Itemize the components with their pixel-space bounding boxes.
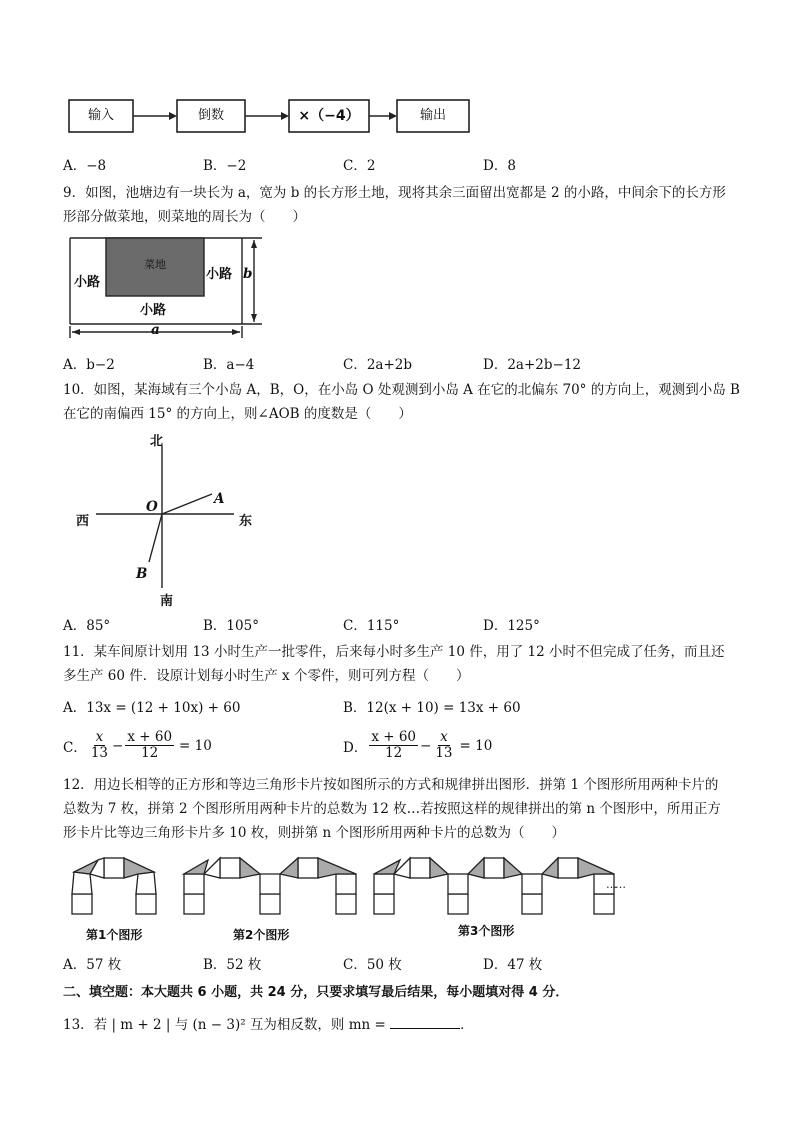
- q12-figure-3: [370, 852, 620, 918]
- q11-option-c-fraction2: [125, 730, 174, 761]
- q11-c-op: −: [112, 737, 124, 754]
- q8-option-b: B．−2: [203, 158, 247, 174]
- q10-option-d: D．125°: [483, 618, 540, 634]
- q12-option-d: D．47 枚: [483, 957, 543, 973]
- q12-text-line3: 形卡片比等边三角形卡片多 10 枚，则拼第 n 个图形所用两种卡片的总数为（ ）: [63, 825, 566, 841]
- q12-figure-label-3: 第3个图形: [458, 924, 515, 938]
- q13-answer-blank[interactable]: [390, 1016, 460, 1029]
- q11-option-d: [343, 730, 492, 761]
- q11-d-f1-den: 12: [385, 745, 403, 761]
- q10-compass-figure: [66, 428, 266, 608]
- q11-c-rhs: = 10: [179, 737, 212, 754]
- q12-figure-label-1: 第1个图形: [86, 928, 143, 942]
- q10-label-west: 西: [76, 514, 90, 529]
- q10-label-south: 南: [160, 594, 174, 609]
- q9-label-b: b: [243, 266, 253, 282]
- q9-text-line1: 9．如图，池塘边有一块长为 a，宽为 b 的长方形土地，现将其余三面留出宽都是 2 的小路，中间余下的长方形: [63, 185, 726, 201]
- section-2-heading: 二、填空题：本大题共 6 小题，共 24 分，只要求填写最后结果，每小题填对得 4 分．: [63, 985, 569, 1000]
- q11-option-d-fraction2: [433, 730, 454, 761]
- q9-label-road-bottom: 小路: [140, 303, 167, 318]
- q10-option-a: A．85°: [63, 618, 111, 634]
- q9-option-d: D．2a+2b−12: [483, 357, 581, 373]
- q11-d-f2-den: 13: [435, 745, 453, 761]
- q11-option-d-fraction1: [369, 730, 418, 761]
- q11-option-c: [63, 730, 212, 761]
- q12-text-line1: 12．用边长相等的正方形和等边三角形卡片按如图所示的方式和规律拼出图形．拼第 1 个图形所用两种卡片的: [63, 777, 719, 793]
- q12-figure-2: [180, 852, 360, 918]
- flow-box-input: 输入: [87, 108, 114, 123]
- q9-label-a: a: [151, 322, 160, 338]
- q9-option-b: B．a−4: [203, 357, 255, 373]
- q12-figure-label-2: 第2个图形: [233, 928, 290, 942]
- q10-label-o: O: [146, 499, 158, 515]
- q12-text-line2: 总数为 7 枚，拼第 2 个图形所用两种卡片的总数为 12 枚…若按照这样的规律拼出的第 n 个图形中，所用正方: [63, 801, 721, 817]
- q10-option-b: B．105°: [203, 618, 259, 634]
- q11-c-f2-num: x + 60: [127, 729, 173, 745]
- q11-text-line2: 多生产 60 件．设原计划每小时生产 x 个零件，则可列方程（ ）: [63, 668, 470, 684]
- flow-box-output: 输出: [419, 108, 446, 123]
- q10-label-a: A: [214, 491, 225, 507]
- q9-text-line2: 形部分做菜地，则菜地的周长为（ ）: [63, 209, 306, 225]
- q10-text-line1: 10．如图，某海域有三个小岛 A，B，O，在小岛 O 处观测到小岛 A 在它的北偏东 70° 的方向上，观测到小岛 B: [63, 382, 740, 398]
- q11-option-c-fraction1: [89, 730, 110, 761]
- q13-text: [63, 1013, 474, 1033]
- flow-box-reciprocal: 倒数: [197, 108, 224, 123]
- q8-option-d: D．8: [483, 158, 516, 174]
- q10-option-c: C．115°: [343, 618, 400, 634]
- q10-label-north: 北: [150, 434, 164, 449]
- q9-label-road-left: 小路: [74, 275, 101, 290]
- q12-option-a: A．57 枚: [63, 957, 122, 973]
- q13-text-pre: 13．若 | m + 2 | 与 (n − 3)² 互为相反数，则 mn =: [63, 1017, 391, 1033]
- q11-c-f1-den: 13: [90, 745, 109, 761]
- q12-figure-1: [68, 852, 164, 918]
- flow-box-multiply: ×（−4）: [298, 108, 360, 124]
- q11-option-b: B．12(x + 10) = 13x + 60: [343, 700, 521, 716]
- q13-text-post: ．: [460, 1017, 474, 1033]
- q11-text-line1: 11．某车间原计划用 13 小时生产一批零件，后来每小时多生产 10 件，用了 12 小时不但完成了任务，而且还: [63, 644, 725, 660]
- q8-option-a: A．−8: [63, 158, 107, 174]
- q11-d-f2-num: x: [440, 729, 448, 745]
- q9-option-c: C．2a+2b: [343, 357, 413, 373]
- q9-label-field: 菜地: [144, 258, 166, 271]
- q11-c-f2-den: 12: [141, 745, 159, 761]
- q12-ellipsis: ……: [606, 878, 624, 891]
- q9-option-a: A．b−2: [63, 357, 115, 373]
- q10-text-line2: 在它的南偏西 15° 的方向上，则∠AOB 的度数是（ ）: [63, 406, 412, 422]
- q11-d-rhs: = 10: [459, 737, 493, 754]
- q11-option-d-label: D．: [343, 739, 368, 756]
- q11-c-f1-num: x: [95, 729, 104, 745]
- q8-option-c: C．2: [343, 158, 376, 174]
- q11-d-f1-num: x + 60: [371, 729, 417, 745]
- q12-option-b: B．52 枚: [203, 957, 262, 973]
- q10-label-east: 东: [239, 514, 253, 529]
- q9-label-road-right: 小路: [206, 267, 233, 282]
- q11-option-a: A．13x = (12 + 10x) + 60: [63, 700, 241, 716]
- q12-option-c: C．50 枚: [343, 957, 402, 973]
- q11-option-c-label: C．: [63, 739, 87, 756]
- q10-label-b: B: [136, 566, 148, 582]
- q11-d-op: −: [420, 737, 432, 754]
